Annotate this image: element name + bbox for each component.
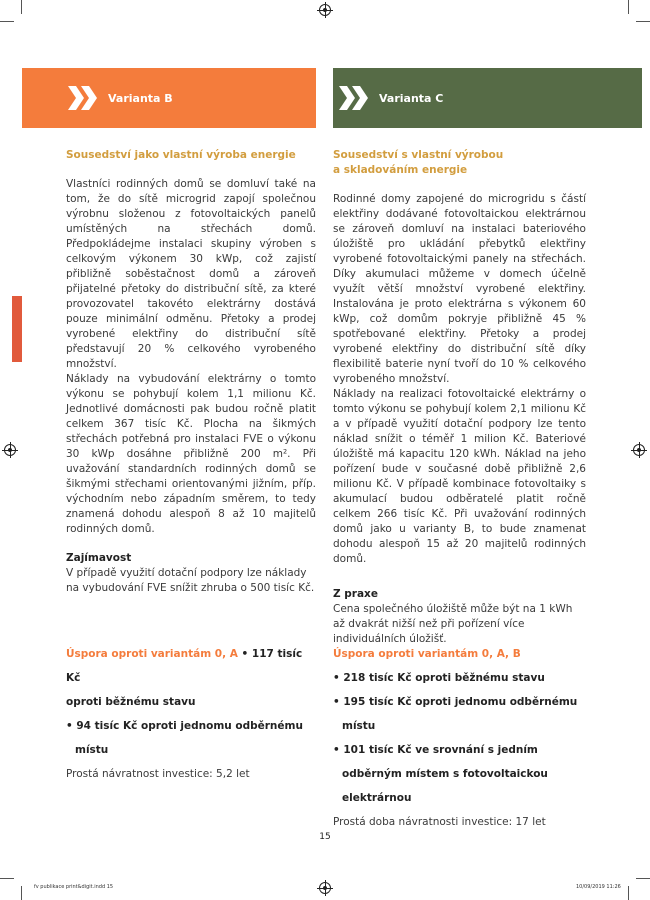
paragraph: Vlastníci rodinných domů se domluví také na tom, že do sítě microgrid zapojí společnou výrobnu složenou z fotovoltaických panelů umístěných na střechách domů. Předpokládejme instalaci skupiny výroben s celkovým výkonem 30 kWp, což zajistí přibližně soběstačnost domů a zároveň přijatelné přetoky do distribuční sítě, za které provozovatel takovéto elektrárny dostává pouze minimální odměnu. Přetoky a prodej vyrobené elektřiny do distribuční sítě představují 20 % celkového vyrobeného množství.: [66, 178, 316, 370]
variant-c-saving-item-cont: místu: [342, 720, 376, 732]
variant-c-title-line2: a skladováním energie: [333, 164, 468, 176]
crop-mark: [0, 21, 14, 22]
variant-c-note-title: Z praxe: [333, 588, 378, 600]
variant-b-savings-heading: Úspora oproti variantám 0, A: [66, 648, 238, 660]
variant-b-title: Sousedství jako vlastní výroba energie: [66, 149, 296, 161]
slug-timestamp: 10/09/2019 11:26: [576, 884, 621, 890]
crop-mark: [0, 878, 14, 879]
variant-b-note-title: Zajímavost: [66, 552, 132, 564]
variant-b-column: [66, 148, 316, 596]
crop-mark: [636, 878, 650, 879]
variant-c-saving-item: • 101 tisíc Kč ve srovnání s jedním: [333, 744, 538, 756]
variant-b-banner: [22, 68, 316, 128]
crop-mark: [21, 886, 22, 900]
double-chevron-right-icon: [337, 83, 371, 113]
variant-b-saving-item: • 94 tisíc Kč oproti jednomu odběrnému: [66, 720, 303, 732]
variant-c-column: [333, 148, 586, 647]
variant-c-saving-item-cont: odběrným místem s fotovoltaickou: [342, 768, 548, 780]
crop-mark: [628, 0, 629, 14]
variant-c-note-text: Cena společného úložiště může být na 1 kWh až dvakrát nižší než při pořízení více individuálních úložišť.: [333, 603, 573, 645]
variant-b-body: [66, 177, 316, 537]
double-chevron-right-icon: [66, 83, 100, 113]
variant-b-payback: Prostá návratnost investice: 5,2 let: [66, 768, 250, 780]
variant-b-saving-item: • 117 tisíc Kč: [66, 648, 303, 684]
variant-b-label: Varianta B: [108, 91, 173, 105]
variant-c-savings: [333, 642, 586, 834]
crop-mark: [21, 0, 22, 14]
side-accent-bar: [12, 296, 22, 362]
variant-c-saving-item: • 195 tisíc Kč oproti jednomu odběrnému: [333, 696, 578, 708]
registration-mark-bottom: [319, 882, 331, 894]
variant-b-saving-item-cont: místu: [75, 744, 109, 756]
variant-c-title-line1: Sousedství s vlastní výrobou: [333, 149, 504, 161]
crop-mark: [628, 886, 629, 900]
slug-file-info: fv publikace print&digit.indd 15: [34, 884, 114, 890]
crop-mark: [636, 21, 650, 22]
variant-b-savings: [66, 642, 316, 786]
variant-b-note-text: V případě využití dotační podpory lze náklady na vybudování FVE snížit zhruba o 500 tisíc Kč.: [66, 567, 315, 594]
registration-mark-top: [319, 4, 331, 16]
paragraph: Náklady na realizaci fotovoltaické elektrárny o tomto výkonu se pohybují kolem 2,1 milionu Kč a v případě využití dotační podpory lze tento náklad snížit o téměř 1 milion Kč. Bateriové úložiště má kapacitu 120 kWh. Náklad na jeho pořízení bude v současné době přibližně 2,6 milionu Kč. V případě kombinace fotovoltaiky s akumulací budou odběratelé platit ročně celkem 266 tisíc Kč. Při uvažování rodinných domů jako u varianty B, to bude znamenat dohodu alespoň 15 až 20 majitelů rodinných domů.: [333, 388, 586, 565]
variant-c-banner: [333, 68, 642, 128]
variant-c-label: Varianta C: [379, 91, 444, 105]
paragraph: Náklady na vybudování elektrárny o tomto výkonu se pohybují kolem 1,1 milionu Kč. Jednotlivé domácnosti pak budou ročně platit celkem 367 tisíc Kč. Plocha na šikmých střechách potřebná pro instalaci FVE o výkonu 30 kWp dosáhne přibližně 200 m². Při uvažování standardních rodinných domů se šikmými střechami orientovanými jižním, příp. východním nebo západním směrem, to tedy znamená dohodu alespoň 8 až 10 majitelů rodinných domů.: [66, 373, 316, 535]
registration-mark-right: [633, 444, 645, 456]
variant-c-payback: Prostá doba návratnosti investice: 17 let: [333, 816, 546, 828]
variant-c-saving-item: • 218 tisíc Kč oproti běžnému stavu: [333, 672, 545, 684]
paragraph: Rodinné domy zapojené do microgridu s částí elektřiny dodávané fotovoltaickou elektrárnou se zároveň domluví na instalaci bateriového úložiště pro ukládání přebytků elektřiny vyrobené fotovoltaickými panely na střechách. Díky akumulaci můžeme v domech účelně využít větší množství vyrobené elektřiny. Instalována je proto elektrárna s výkonem 60 kWp, což domům pokryje přibližně 45 % spotřebované elektřiny. Přetoky a prodej vyrobené elektřiny do distribuční sítě díky flexibilitě baterie nyní tvoří do 10 % celkového vyrobeného množství.: [333, 193, 586, 385]
page-number: 15: [319, 832, 331, 842]
registration-mark-left: [4, 444, 16, 456]
variant-c-body: [333, 192, 586, 567]
variant-c-saving-item-cont: elektrárnou: [342, 792, 412, 804]
variant-c-savings-heading: Úspora oproti variantám 0, A, B: [333, 648, 521, 660]
variant-b-saving-item-cont: oproti běžnému stavu: [66, 696, 196, 708]
